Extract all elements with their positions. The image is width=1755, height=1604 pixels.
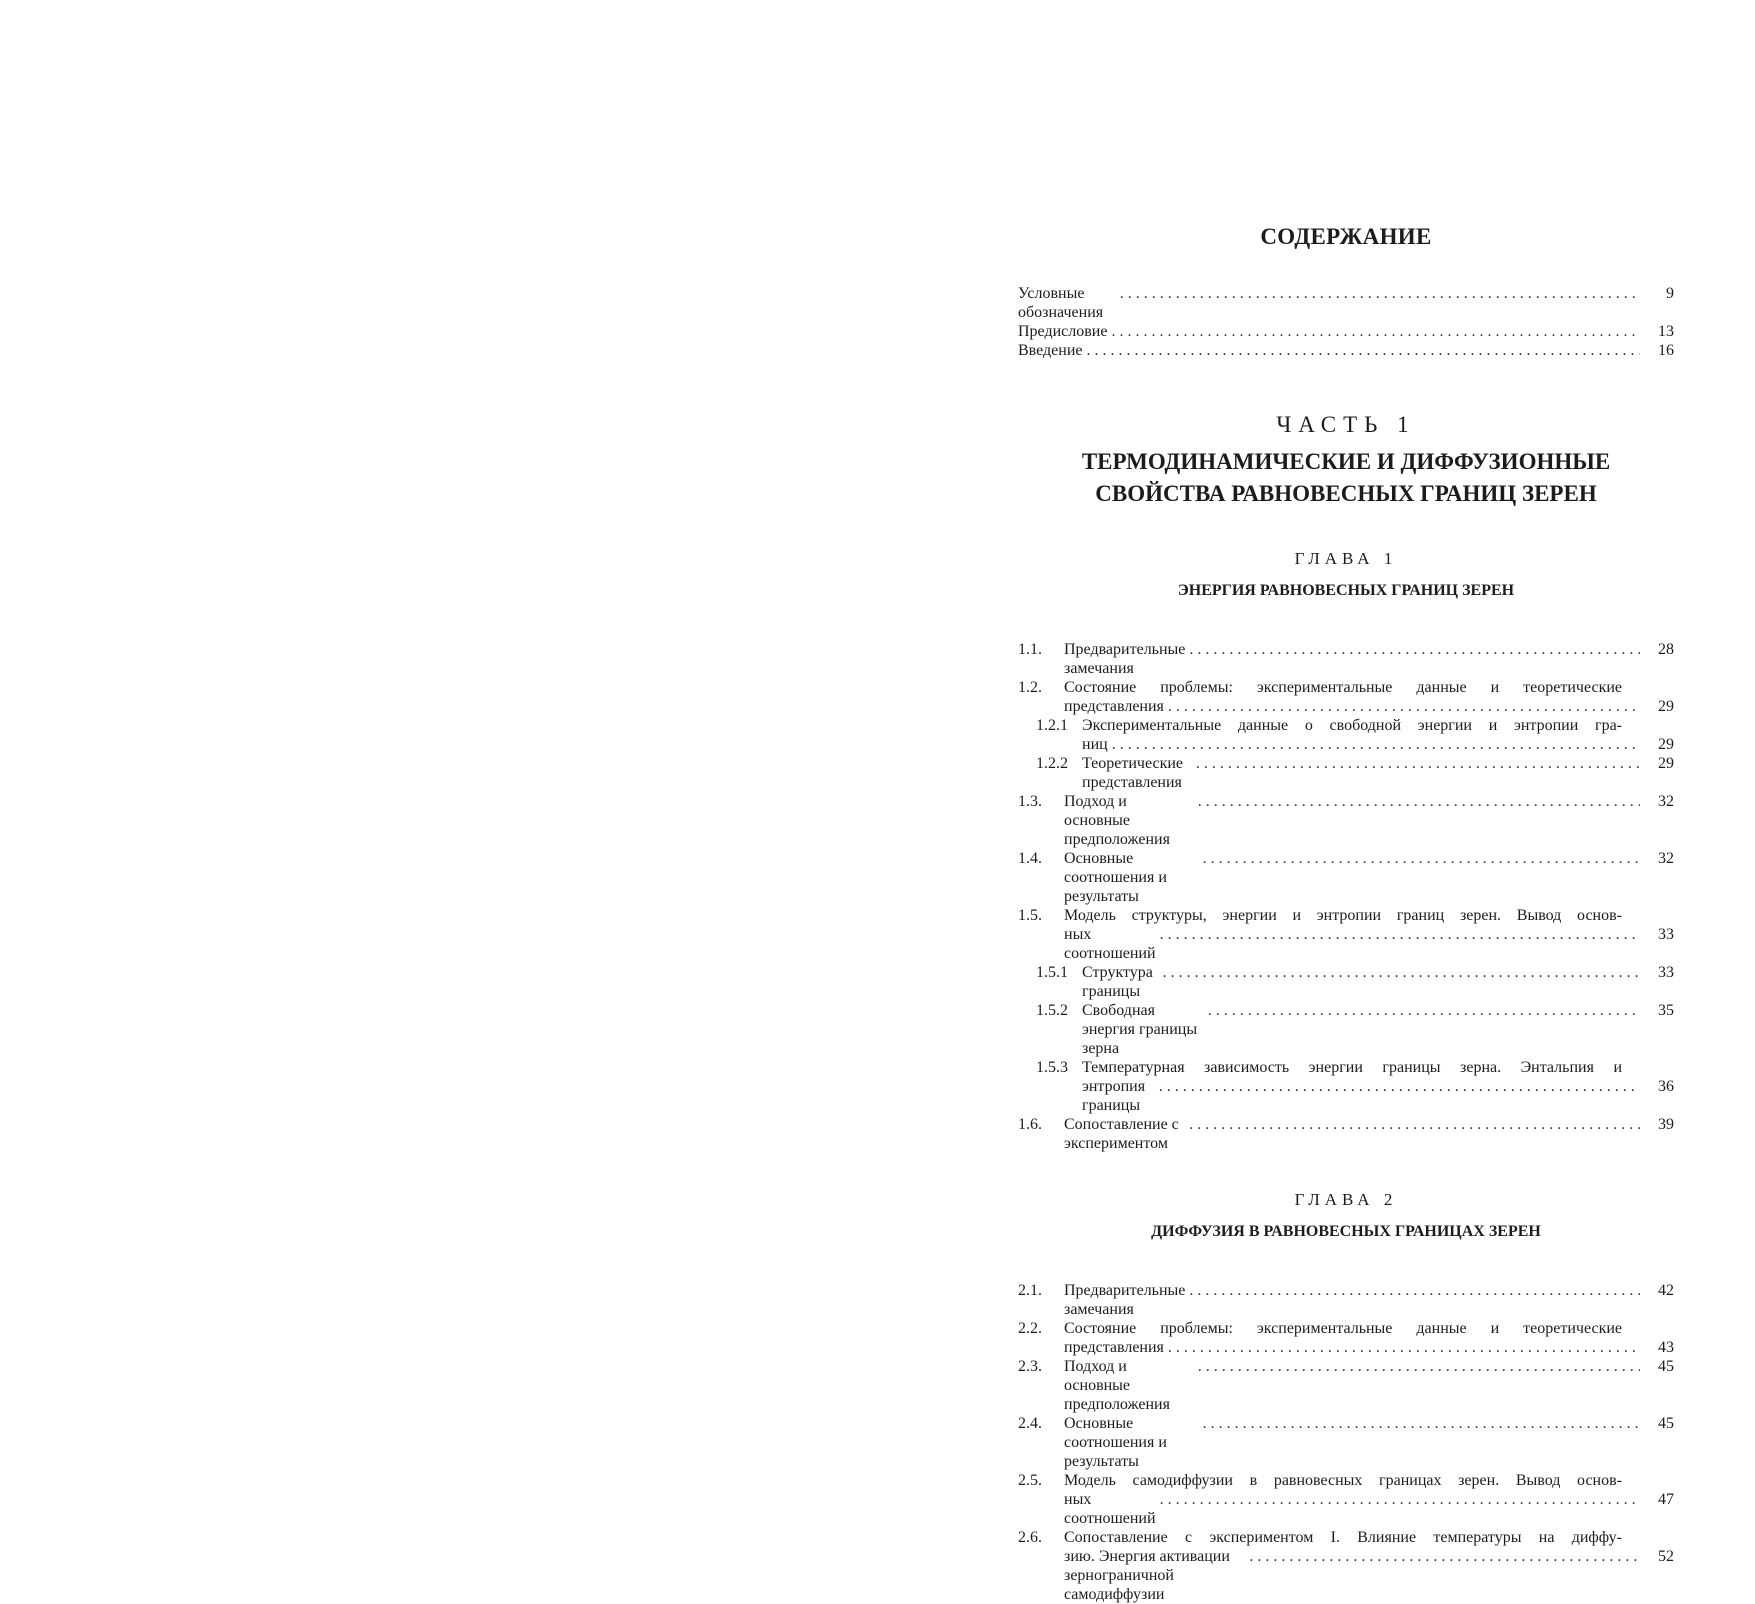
part-title: [1018, 446, 1674, 510]
toc-entry-title: Подход и основные предположения: [1064, 793, 1170, 848]
toc-entry-page: 43: [1658, 1339, 1674, 1356]
toc-entry-number: 1.6.: [1018, 1116, 1042, 1133]
toc-entry-number: 1.5.2: [1036, 1002, 1068, 1019]
toc-entry-page: 47: [1658, 1491, 1674, 1508]
toc-entry-title: Структура границы: [1082, 964, 1153, 1000]
toc-entry-number: 1.3.: [1018, 793, 1042, 810]
dot-leader: [1208, 1001, 1640, 1020]
toc-entry-title: Экспериментальные данные о свободной энергии и энтропии гра-: [1082, 717, 1622, 734]
toc-entry-title: Основные соотношения и результаты: [1064, 1415, 1167, 1470]
toc-entry-number: 1.5.3: [1036, 1059, 1068, 1076]
dot-leader: [1198, 1357, 1640, 1376]
toc-entry[interactable]: [1018, 792, 1674, 849]
dot-leader: [1163, 963, 1640, 982]
dot-leader: [1196, 754, 1640, 773]
toc-entry-title: Предварительные замечания: [1064, 1282, 1186, 1318]
toc-entry-page: 33: [1658, 964, 1674, 981]
toc-entry-page: 16: [1658, 342, 1674, 359]
toc-entry-number: 2.1.: [1018, 1282, 1042, 1299]
chapter-1-title: ЭНЕРГИЯ РАВНОВЕСНЫХ ГРАНИЦ ЗЕРЕН: [1177, 582, 1515, 599]
toc-entry-number: 2.2.: [1018, 1320, 1042, 1337]
toc-entry-page: 33: [1658, 926, 1674, 943]
toc-entry-number: 2.6.: [1018, 1529, 1042, 1546]
toc-entry[interactable]: [1018, 678, 1674, 716]
toc-entry[interactable]: [1018, 1357, 1674, 1414]
toc-entry-title: Состояние проблемы: экспериментальные данные и теоретические: [1064, 679, 1622, 696]
toc-entry-page: 29: [1658, 755, 1674, 772]
dot-leader: [1249, 1547, 1640, 1566]
toc-entry-number: 2.4.: [1018, 1415, 1042, 1432]
toc-entry-page: 29: [1658, 736, 1674, 753]
part-title-line: ТЕРМОДИНАМИЧЕСКИЕ И ДИФФУЗИОННЫЕ: [1081, 449, 1611, 474]
toc-entry-page: 32: [1658, 850, 1674, 867]
toc-entry-title: Сопоставление с экспериментом I. Влияние температуры на диффу-: [1064, 1529, 1622, 1546]
toc-entry-title-continued: ниц: [1082, 736, 1108, 753]
dot-leader: [1112, 735, 1640, 754]
toc-entry-number: 1.2.1: [1036, 717, 1068, 734]
dot-leader: [1120, 284, 1640, 303]
toc-entry-title: Модель самодиффузии в равновесных границах зерен. Вывод основ-: [1064, 1472, 1622, 1489]
toc-entry[interactable]: [1018, 906, 1674, 963]
part-title-line: СВОЙСТВА РАВНОВЕСНЫХ ГРАНИЦ ЗЕРЕН: [1095, 481, 1597, 506]
dot-leader: [1198, 792, 1640, 811]
toc-entry[interactable]: [1018, 1058, 1674, 1115]
toc-entry[interactable]: [1018, 1115, 1674, 1153]
toc-entry[interactable]: [1018, 849, 1674, 906]
toc-entry-title: Предварительные замечания: [1064, 641, 1186, 677]
chapter-2-entries: [1018, 1281, 1674, 1604]
toc-entry[interactable]: [1018, 322, 1674, 341]
dot-leader: [1159, 1077, 1640, 1096]
toc-entry-number: 1.4.: [1018, 850, 1042, 867]
dot-leader: [1168, 1338, 1640, 1357]
toc-entry-page: 39: [1658, 1116, 1674, 1133]
dot-leader: [1160, 925, 1640, 944]
dot-leader: [1160, 1490, 1640, 1509]
toc-entry-title: Основные соотношения и результаты: [1064, 850, 1167, 905]
toc-entry-page: 52: [1658, 1548, 1674, 1565]
toc-entry-title-continued: представления: [1064, 698, 1164, 715]
toc-entry-page: 29: [1658, 698, 1674, 715]
toc-entry-number: 2.5.: [1018, 1472, 1042, 1489]
toc-entry[interactable]: [1018, 754, 1674, 792]
dot-leader: [1189, 1281, 1640, 1300]
toc-entry-title-continued: зию. Энергия активации зернограничной самодиффузии: [1064, 1548, 1230, 1603]
dot-leader: [1203, 849, 1640, 868]
toc-entry[interactable]: [1018, 640, 1674, 678]
chapter-2-title: ДИФФУЗИЯ В РАВНОВЕСНЫХ ГРАНИЦАХ ЗЕРЕН: [1151, 1223, 1541, 1240]
dot-leader: [1168, 697, 1640, 716]
toc-entry-title: Подход и основные предположения: [1064, 1358, 1170, 1413]
toc-entry-title: Температурная зависимость энергии границы зерна. Энтальпия и: [1082, 1059, 1622, 1076]
dot-leader: [1111, 322, 1640, 341]
toc-entry-page: 42: [1658, 1282, 1674, 1299]
chapter-1-label: ГЛАВА 1: [1294, 549, 1398, 568]
toc-entry[interactable]: [1018, 284, 1674, 322]
toc-entry-number: 1.5.: [1018, 907, 1042, 924]
dot-leader: [1203, 1414, 1640, 1433]
toc-entry[interactable]: [1018, 341, 1674, 360]
toc-entry-title: Теоретические представления: [1082, 755, 1184, 791]
toc-entry-page: 13: [1658, 323, 1674, 340]
toc-entry-title: Свободная энергия границы зерна: [1082, 1002, 1198, 1057]
toc-entry[interactable]: [1018, 1319, 1674, 1357]
toc-entry-title: Введение: [1018, 342, 1083, 359]
toc-entry-page: 45: [1658, 1415, 1674, 1432]
toc-entry-page: 36: [1658, 1078, 1674, 1095]
contents-title: СОДЕРЖАНИЕ: [1260, 224, 1432, 249]
front-matter-list: [1018, 284, 1674, 360]
toc-entry-title: Сопоставление с экспериментом: [1064, 1116, 1179, 1152]
toc-entry[interactable]: [1018, 1001, 1674, 1058]
toc-entry-number: 1.5.1: [1036, 964, 1068, 981]
contents-page: [1018, 222, 1674, 1604]
toc-entry-page: 28: [1658, 641, 1674, 658]
toc-entry-title: Условные обозначения: [1018, 285, 1104, 321]
toc-entry[interactable]: [1018, 716, 1674, 754]
chapter-1-entries: [1018, 640, 1674, 1153]
dot-leader: [1189, 640, 1640, 659]
toc-entry-page: 32: [1658, 793, 1674, 810]
part-label: ЧАСТЬ 1: [1276, 412, 1416, 437]
dot-leader: [1087, 341, 1641, 360]
toc-entry[interactable]: [1018, 1281, 1674, 1319]
toc-entry[interactable]: [1018, 1528, 1674, 1604]
toc-entry-page: 35: [1658, 1002, 1674, 1019]
toc-entry-page: 9: [1666, 285, 1674, 302]
chapter-2-label: ГЛАВА 2: [1294, 1190, 1398, 1209]
toc-entry-number: 1.2.2: [1036, 755, 1068, 772]
toc-entry-title-continued: энтропия границы: [1082, 1078, 1146, 1114]
toc-entry[interactable]: [1018, 963, 1674, 1001]
toc-entry[interactable]: [1018, 1471, 1674, 1528]
toc-entry-title-continued: ных соотношений: [1064, 1491, 1156, 1527]
dot-leader: [1189, 1115, 1640, 1134]
toc-entry-number: 2.3.: [1018, 1358, 1042, 1375]
toc-entry[interactable]: [1018, 1414, 1674, 1471]
toc-entry-number: 1.1.: [1018, 641, 1042, 658]
toc-entry-number: 1.2.: [1018, 679, 1042, 696]
toc-entry-page: 45: [1658, 1358, 1674, 1375]
toc-entry-title-continued: ных соотношений: [1064, 926, 1156, 962]
toc-entry-title-continued: представления: [1064, 1339, 1164, 1356]
toc-entry-title: Предисловие: [1018, 323, 1108, 340]
toc-entry-title: Модель структуры, энергии и энтропии границ зерен. Вывод основ-: [1064, 907, 1622, 924]
toc-entry-title: Состояние проблемы: экспериментальные данные и теоретические: [1064, 1320, 1622, 1337]
